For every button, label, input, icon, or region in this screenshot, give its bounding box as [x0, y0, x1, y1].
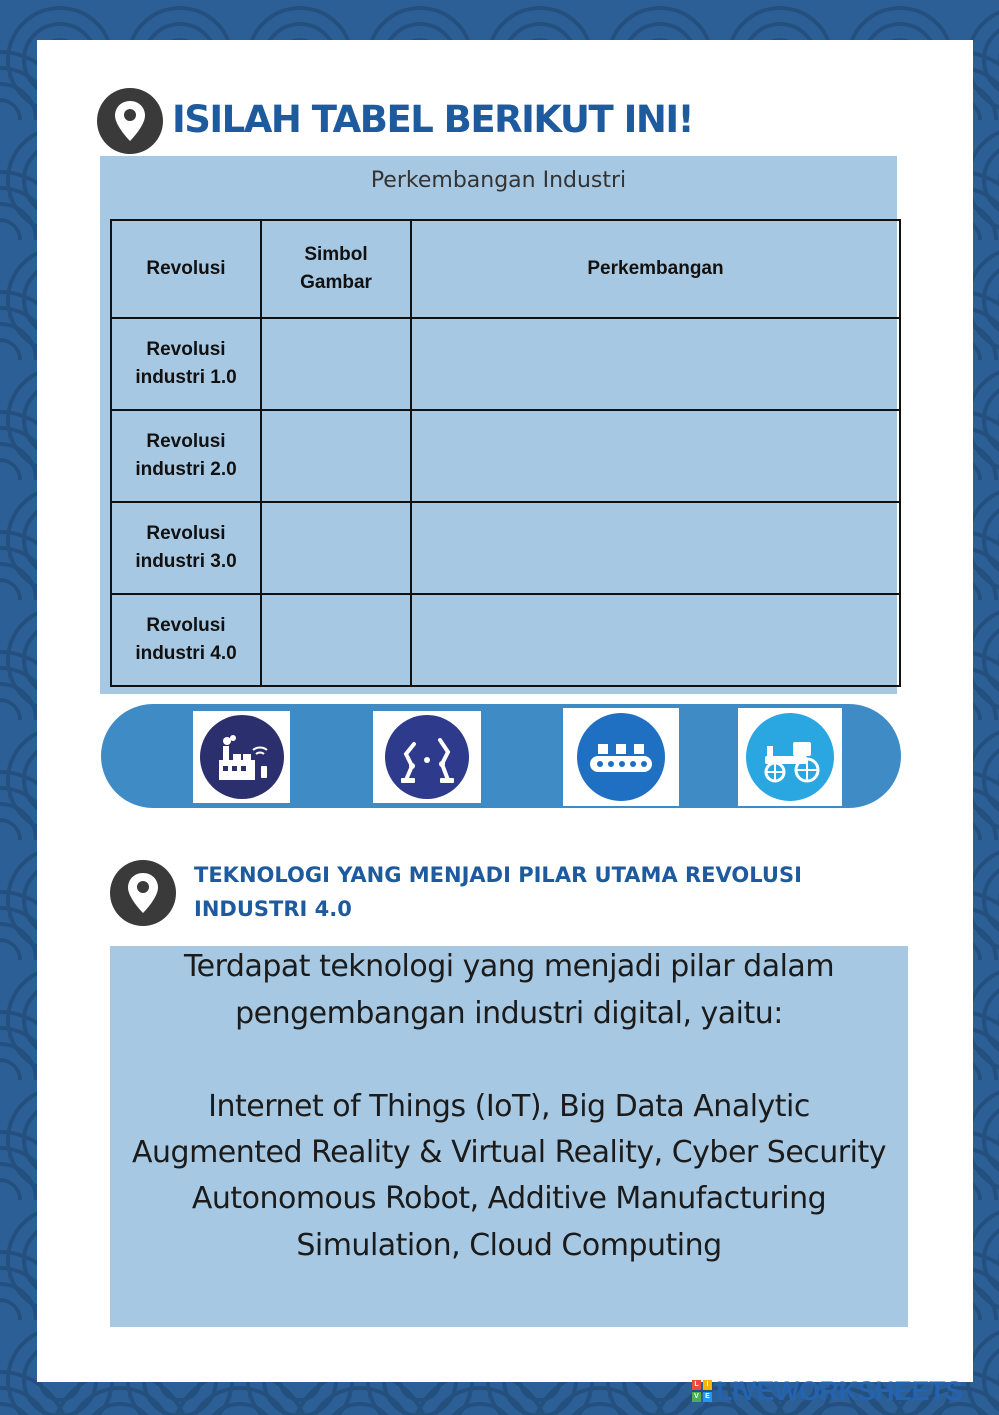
section-heading: TEKNOLOGI YANG MENJADI PILAR UTAMA REVOLUSI INDUSTRI 4.0 [194, 863, 802, 921]
revolusi-label: Revolusi industri 3.0 [135, 523, 237, 572]
logo-letter: V [692, 1392, 701, 1402]
logo-letter: L [692, 1380, 701, 1390]
cell-simbol-drop-zone[interactable] [261, 502, 411, 594]
steam-tractor-icon [745, 712, 835, 802]
table-row [111, 318, 900, 410]
logo-text: LIVEWORKSHEETS [716, 1375, 963, 1406]
cell-revolusi [111, 410, 261, 502]
location-pin-icon [97, 88, 163, 154]
table-row [111, 410, 900, 502]
symbol-tile-conveyor[interactable] [563, 708, 679, 806]
pillar-line: Augmented Reality & Virtual Reality, Cyber Security [132, 1135, 886, 1170]
cell-revolusi [111, 318, 261, 410]
cell-revolusi [111, 594, 261, 686]
revolusi-label: Revolusi industri 1.0 [135, 339, 237, 388]
table-header-row [111, 220, 900, 318]
table-row [111, 502, 900, 594]
location-pin-icon [110, 860, 176, 926]
cell-perkembangan-input[interactable] [411, 410, 900, 502]
symbol-tile-robot-arms[interactable] [373, 711, 481, 803]
logo-letter: I [703, 1380, 712, 1390]
intro-text: Terdapat teknologi yang menjadi pilar dalam pengembangan industri digital, yaitu: [183, 949, 835, 1031]
cell-perkembangan-input[interactable] [411, 318, 900, 410]
cell-perkembangan-input[interactable] [411, 502, 900, 594]
smart-factory-icon [199, 714, 285, 800]
symbol-tile-smart-factory[interactable] [193, 711, 290, 803]
cell-simbol-drop-zone[interactable] [261, 410, 411, 502]
pillar-line: Simulation, Cloud Computing [296, 1228, 722, 1263]
cell-simbol-drop-zone[interactable] [261, 318, 411, 410]
table-row [111, 594, 900, 686]
header-simbol-gambar-label: Simbol Gambar [300, 244, 372, 293]
symbol-tile-steam-tractor[interactable] [738, 708, 842, 806]
page-title: ISILAH TABEL BERIKUT INI! [172, 98, 693, 141]
pillar-line: Internet of Things (IoT), Big Data Analytic [208, 1089, 810, 1124]
robot-arms-icon [384, 714, 470, 800]
revolusi-label: Revolusi industri 2.0 [135, 431, 237, 480]
revolusi-label: Revolusi industri 4.0 [135, 615, 237, 664]
header-simbol-gambar [261, 220, 411, 318]
conveyor-belt-icon [576, 712, 666, 802]
cell-revolusi [111, 502, 261, 594]
revolution-table [110, 219, 901, 687]
header-revolusi: Revolusi [111, 220, 261, 318]
cell-perkembangan-input[interactable] [411, 594, 900, 686]
logo-blocks [692, 1380, 712, 1402]
table-caption: Perkembangan Industri [370, 168, 627, 193]
pillar-line: Autonomous Robot, Additive Manufacturing [191, 1181, 827, 1216]
header-perkembangan: Perkembangan [411, 220, 900, 318]
cell-simbol-drop-zone[interactable] [261, 594, 411, 686]
liveworksheets-logo [692, 1375, 963, 1406]
logo-letter: E [703, 1392, 712, 1402]
